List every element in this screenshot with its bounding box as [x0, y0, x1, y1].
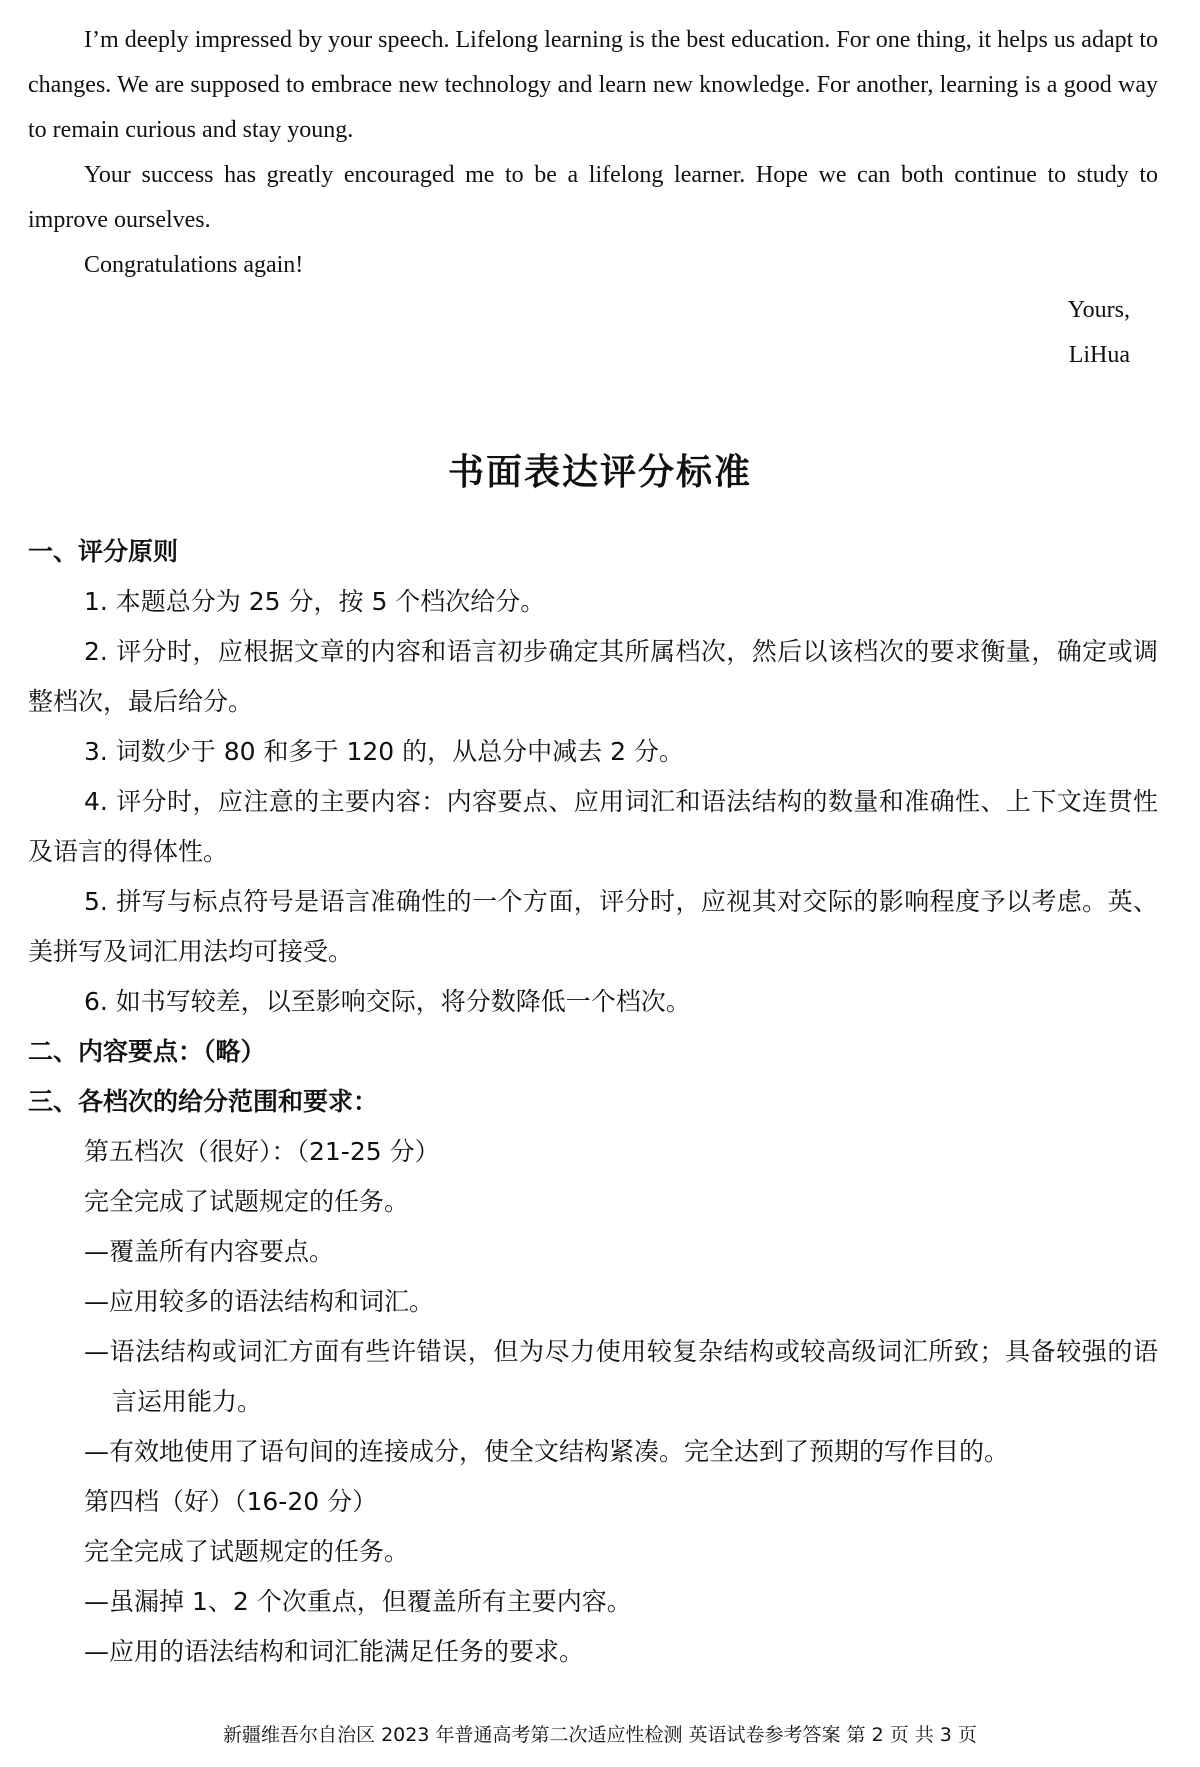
level-title: 第四档（好）（16-20 分） [84, 1487, 378, 1516]
level-point: —虽漏掉 1、2 个次重点，但覆盖所有主要内容。 [84, 1587, 632, 1616]
principle-item: 3. 词数少于 80 和多于 120 的，从总分中减去 2 分。 [84, 737, 684, 766]
principle-item: 5. 拼写与标点符号是语言准确性的一个方面，评分时，应视其对交际的影响程度予以考虑。英、美拼写及词汇用法均可接受。 [28, 887, 1158, 966]
letter-body [28, 18, 1158, 378]
level-point: —有效地使用了语句间的连接成分，使全文结构紧凑。完全达到了预期的写作目的。 [84, 1437, 1010, 1466]
section-heading-content-points: 二、内容要点：（略） [28, 1037, 266, 1066]
page-footer: 新疆维吾尔自治区 2023 年普通高考第二次适应性检测 英语试卷参考答案 第 2 页 共 3 页 [223, 1724, 977, 1746]
level-summary: 完全完成了试题规定的任务。 [84, 1537, 410, 1566]
section-heading-levels: 三、各档次的给分范围和要求： [28, 1087, 379, 1116]
section-heading-principles: 一、评分原则 [28, 537, 179, 566]
principle-item: 1. 本题总分为 25 分，按 5 个档次给分。 [84, 587, 546, 616]
principle-item: 4. 评分时，应注意的主要内容：内容要点、应用词汇和语法结构的数量和准确性、上下文连贯性及语言的得体性。 [28, 787, 1158, 866]
level-title: 第五档次（很好）：（21-25 分） [84, 1137, 440, 1166]
level-point: —应用较多的语法结构和词汇。 [84, 1287, 435, 1316]
letter-closing: Yours, [1067, 297, 1130, 323]
principle-item: 2. 评分时，应根据文章的内容和语言初步确定其所属档次，然后以该档次的要求衡量，确定或调整档次，最后给分。 [28, 637, 1158, 716]
level-point: —覆盖所有内容要点。 [84, 1237, 335, 1266]
scoring-criteria [28, 527, 1158, 1677]
letter-paragraph: Congratulations again! [84, 252, 304, 278]
principle-item: 6. 如书写较差，以至影响交际，将分数降低一个档次。 [84, 987, 691, 1016]
level-point: —语法结构或词汇方面有些许错误，但为尽力使用较复杂结构或较高级词汇所致；具备较强的语言运用能力。 [84, 1337, 1158, 1416]
letter-paragraph: Your success has greatly encouraged me to be a lifelong learner. Hope we can both continue to study to improve ourselves. [28, 162, 1158, 233]
level-point: —应用的语法结构和词汇能满足任务的要求。 [84, 1637, 585, 1666]
letter-signature: LiHua [1068, 342, 1130, 368]
letter-paragraph: I’m deeply impressed by your speech. Lifelong learning is the best education. For one thing, it helps us adapt to changes. We are supposed to embrace new technology and learn new knowledge. For another, learning is a good way to remain curious and stay young. [28, 27, 1158, 143]
page-title: 书面表达评分标准 [447, 452, 752, 493]
level-summary: 完全完成了试题规定的任务。 [84, 1187, 410, 1216]
